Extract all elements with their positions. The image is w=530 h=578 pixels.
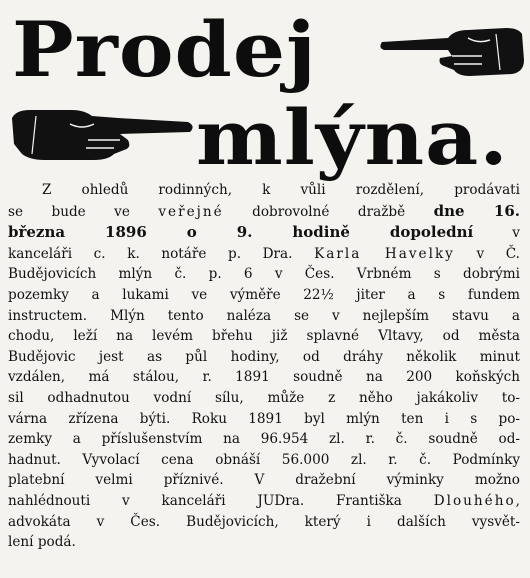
body-line: chodu, leží na levém břehu již splavné Vltavy, od města <box>8 328 520 345</box>
body-line: Z ohledů rodinných, k vůli rozdělení, prodávati <box>42 182 520 198</box>
date-bold: března 1896 o 9. hodině dopolední <box>8 223 474 242</box>
date-bold: dne 16. <box>433 201 520 220</box>
body-line: sil odhadnutou vodní sílu, může z něho jakákoliv to- <box>8 389 520 406</box>
body-line: várna zřízena býti. Roku 1891 byl mlýn ten i s po- <box>8 410 520 427</box>
body-line: lení podá. <box>8 534 76 551</box>
body-line: zemky a příslušenstvím na 96.954 zl. r. č. soudně od- <box>8 431 520 448</box>
body-line: instructem. Mlýn tento naléza se v nejlepším stavu a <box>8 307 520 324</box>
body-line: nahlédnouti v kanceláři JUDra. Františka Dlouhého, <box>8 492 520 509</box>
body-line: Budějovicích mlýn č. p. 6 v Čes. Vrbném s dobrými <box>8 266 520 283</box>
pointing-hand-right-icon <box>10 104 196 166</box>
body-line: vzdálen, má stálou, r. 1891 soudně na 200 koňských <box>8 369 520 386</box>
spaced-name: Karla Havelky <box>314 245 455 262</box>
headline-prodej: Prodej <box>12 6 317 95</box>
spaced-name: Dlouhého <box>433 492 516 509</box>
body-line: března 1896 o 9. hodině dopolední v <box>8 223 520 242</box>
body-line: advokáta v Čes. Budějovicích, který i dalších vysvět- <box>8 513 520 530</box>
body-line: pozemky a lukami ve výměře 22½ jiter a s fundem <box>8 286 520 303</box>
headline-mlyna: mlýna. <box>196 94 509 183</box>
spaced-text: veřejné <box>158 203 224 220</box>
body-line: Budějovic jest as půl hodiny, od dráhy několik minut <box>8 348 520 365</box>
body-line: hadnut. Vyvolací cena obnáší 56.000 zl. r. č. Podmínky <box>8 451 520 468</box>
body-line: kanceláři c. k. notáře p. Dra. Karla Havelky v Č. <box>8 245 521 262</box>
body-line: platební velmi příznivé. V dražební výminky možno <box>8 472 520 489</box>
body-line: se bude ve veřejné dobrovolné dražbě dne 16. <box>8 201 520 220</box>
article-body <box>8 180 520 553</box>
pointing-hand-left-icon <box>378 20 526 82</box>
